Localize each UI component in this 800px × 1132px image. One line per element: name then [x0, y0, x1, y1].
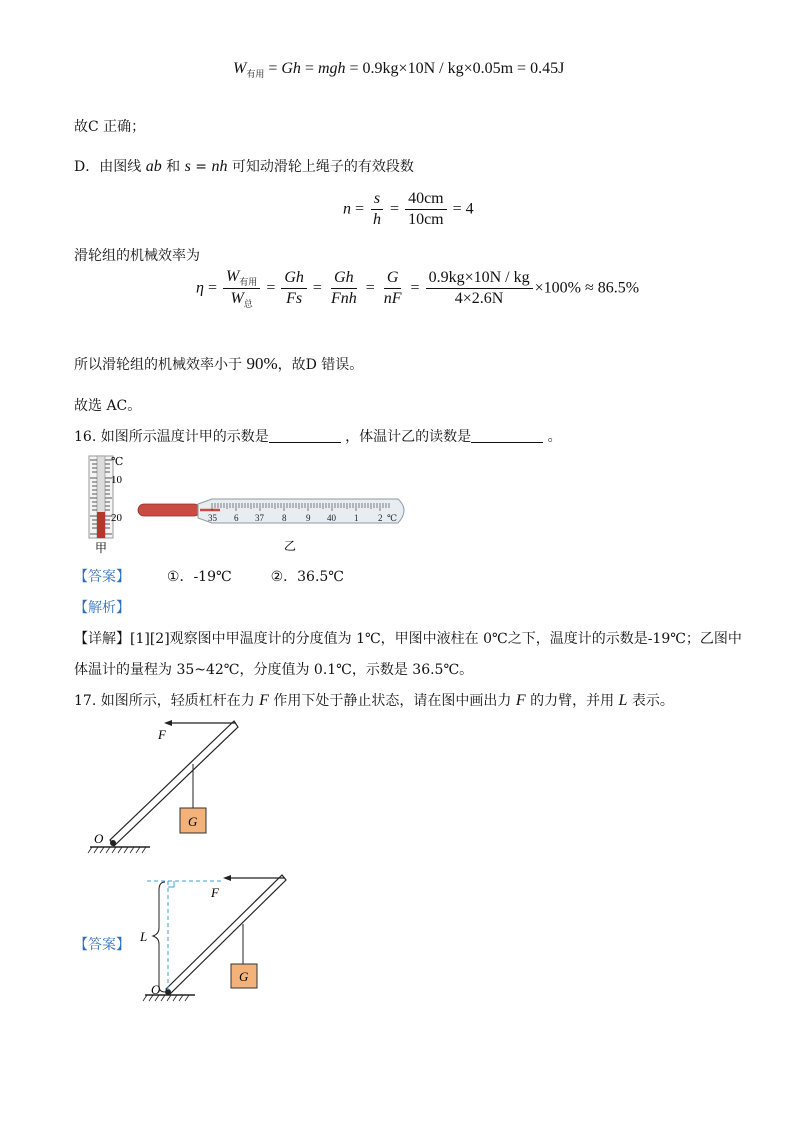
q16-blank-2 [471, 428, 543, 443]
thermometer-jia [89, 456, 123, 555]
efficiency-intro: 滑轮组的机械效率为 [74, 248, 200, 264]
jia-tick-20: 20 [111, 512, 122, 524]
q16-answer-2: ②．36.5℃ [270, 569, 344, 585]
yi-scale-37: 37 [255, 513, 264, 523]
ground-hatch [88, 847, 146, 853]
q17-answer-tag: 【答案】 [74, 937, 130, 953]
choose-text: 故选 AC。 [74, 398, 142, 414]
yi-scale-39: 9 [306, 513, 311, 523]
analysis-tag: 【解析】 [74, 600, 130, 616]
yi-scale-38: 8 [282, 513, 287, 523]
answer-force-label: F [211, 885, 219, 900]
q17-stem: 17. 如图所示，轻质杠杆在力 F 作用下处于静止状态，请在图中画出力 F 的力臂，并用 L 表示。 [74, 692, 674, 709]
efficiency-equation: η = $\frac{W_{有用}}{W_总}$ = $\frac{Gh}{Fs}$ = $\frac{Gh}{\text{Fnh}}$ = $\frac{G}{nF}$ = $\frac{0.9kg\times 10N / kg}{4\times 2.6N}$ ×100% ≈ 86.5% [196, 268, 640, 310]
pivot-point [110, 840, 116, 846]
yi-scale-41: 1 [354, 513, 359, 523]
yi-scale-40: 40 [327, 513, 336, 523]
arm-brace [153, 882, 165, 992]
q16-figure [80, 452, 420, 558]
right-angle-mark [168, 881, 174, 887]
yi-scale-42: 2 [378, 513, 383, 523]
d-wrong-text: 所以滑轮组的机械效率小于 90%，故D 错误。 [74, 354, 364, 373]
q16-blank-1 [269, 428, 341, 443]
pivot-label: O [94, 831, 104, 846]
answer-lever-bar [166, 875, 286, 994]
q16-answer [74, 566, 344, 586]
n-equation: n = $\frac{s}{h}$ = $\frac{40cm}{10cm}$ = 4 [343, 190, 474, 229]
yi-scale-35: 35 [208, 513, 217, 523]
thermometer-yi [138, 499, 404, 553]
q16-stem: 16. 如图所示温度计甲的示数是 ，体温计乙的读数是 。 [74, 429, 562, 445]
jia-unit: ℃ [111, 456, 124, 468]
c-correct-text: 故C 正确； [74, 119, 146, 135]
answer-tag: 【答案】 [74, 569, 130, 585]
weight-label: G [188, 814, 198, 829]
yi-label: 乙 [284, 539, 297, 553]
force-label: F [158, 727, 166, 742]
answer-weight-label: G [239, 969, 249, 984]
jia-tick-10: 10 [111, 474, 122, 486]
lever-bar [110, 721, 238, 846]
arm-label: L [140, 929, 148, 944]
q16-detail-line2: 体温计的量程为 35~42℃，分度值为 0.1℃，示数是 36.5℃。 [74, 662, 474, 678]
w-useful-equation: $W_{有用} = Gh$ = mgh = 0.9kg×10N / kg×0.05m = 0.45J [233, 60, 565, 79]
d-intro-text: D．由图线 ab 和 s = nh 可知动滑轮上绳子的有效段数 [74, 158, 414, 175]
yi-unit: ℃ [387, 513, 398, 523]
q16-answer-1: ①．-19℃ [166, 569, 232, 585]
answer-pivot-label: O [151, 982, 161, 997]
q17-answer-figure [135, 868, 305, 1008]
jia-label: 甲 [95, 541, 108, 555]
jia-liquid-column [97, 512, 105, 538]
yi-scale-36: 6 [234, 513, 239, 523]
q17-figure [80, 712, 250, 860]
q16-detail-line1: 【详解】[1][2]观察图中甲温度计的分度值为 1℃，甲图中液柱在 0℃之下，温度计的示数是-19℃；乙图中 [74, 631, 742, 647]
